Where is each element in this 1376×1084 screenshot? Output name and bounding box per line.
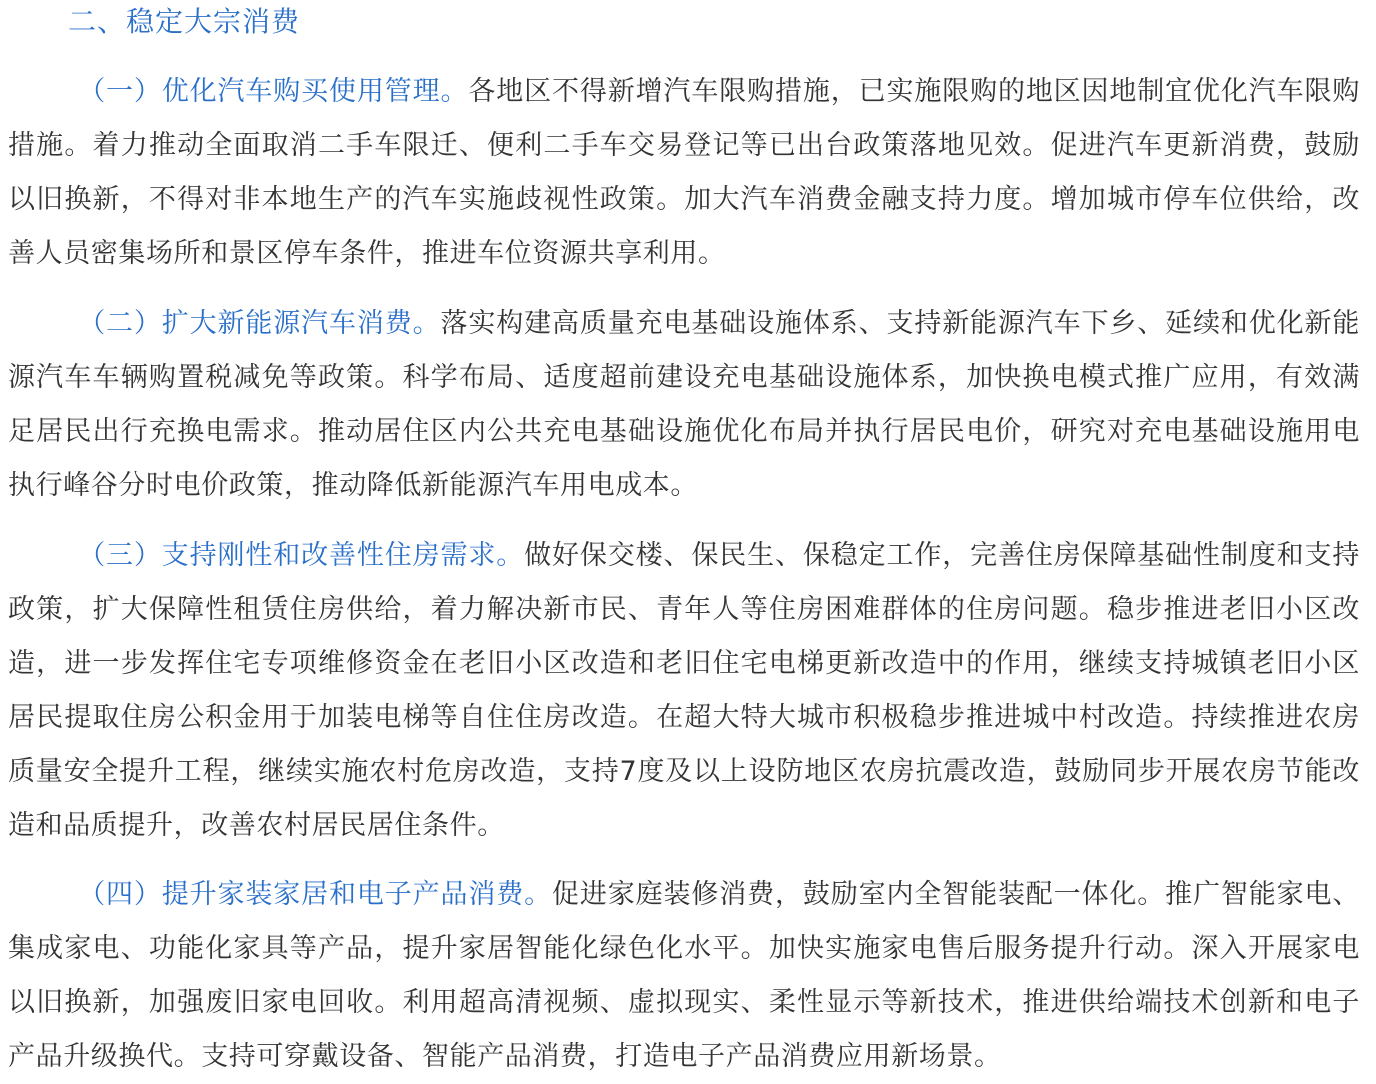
paragraph-car-purchase (8, 65, 1360, 281)
paragraph-text: 各地区不得新增汽车限购措施，已实施限购的地区因地制宜优化汽车限购措施。着力推动全面取消二手车限迁、便利二手车交易登记等已出台政策落地见效。促进汽车更新消费，鼓励以旧换新，不得对非本地生产的汽车实施歧视性政策。加大汽车消费金融支持力度。增加城市停车位供给，改善人员密集场所和景区停车条件，推进车位资源共享利用。 (8, 76, 1360, 269)
paragraph-lead: （四）提升家装家居和电子产品消费。 (78, 879, 552, 910)
section-heading: 二、稳定大宗消费 (68, 5, 301, 38)
paragraph-text: 促进家庭装修消费，鼓励室内全智能装配一体化。推广智能家电、集成家电、功能化家具等产品，提升家居智能化绿色化水平。加快实施家电售后服务提升行动。深入开展家电以旧换新，加强废旧家电回收。利用超高清视频、虚拟现实、柔性显示等新技术，推进供给端技术创新和电子产品升级换代。支持可穿戴设备、智能产品消费，打造电子产品消费应用新场景。 (8, 879, 1360, 1072)
paragraph-lead: （一）优化汽车购买使用管理。 (78, 76, 469, 107)
paragraph-lead: （三）支持刚性和改善性住房需求。 (78, 540, 525, 571)
paragraph-home-electronics (8, 868, 1360, 1084)
paragraph-text: 做好保交楼、保民生、保稳定工作，完善住房保障基础性制度和支持政策，扩大保障性租赁住房供给，着力解决新市民、青年人等住房困难群体的住房问题。稳步推进老旧小区改造，进一步发挥住宅专项维修资金在老旧小区改造和老旧住宅电梯更新改造中的作用，继续支持城镇老旧小区居民提取住房公积金用于加装电梯等自住住房改造。在超大特大城市积极稳步推进城中村改造。持续推进农房质量安全提升工程，继续实施农村危房改造，支持7度及以上设防地区农房抗震改造，鼓励同步开展农房节能改造和品质提升，改善农村居民居住条件。 (8, 540, 1361, 841)
paragraph-text: 落实构建高质量充电基础设施体系、支持新能源汽车下乡、延续和优化新能源汽车车辆购置税减免等政策。科学布局、适度超前建设充电基础设施体系，加快换电模式推广应用，有效满足居民出行充换电需求。推动居住区内公共充电基础设施优化布局并执行居民电价，研究对充电基础设施用电执行峰谷分时电价政策，推动降低新能源汽车用电成本。 (8, 308, 1360, 501)
paragraph-lead: （二）扩大新能源汽车消费。 (78, 308, 441, 339)
paragraph-new-energy-vehicles (8, 297, 1360, 513)
paragraph-housing-demand (8, 529, 1360, 853)
